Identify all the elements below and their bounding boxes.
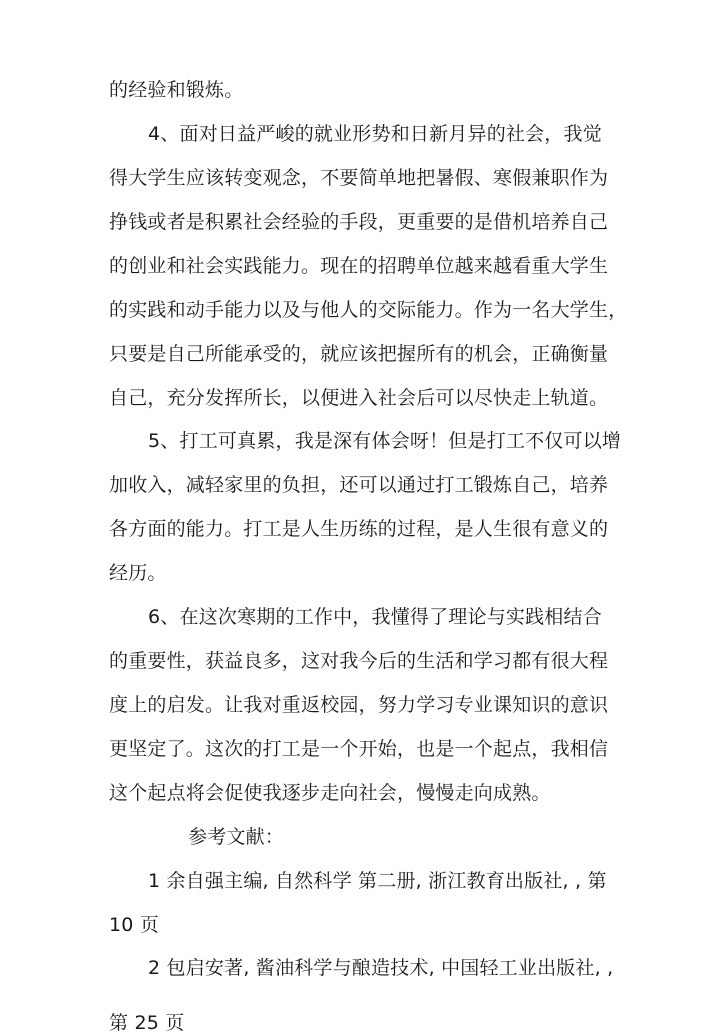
paragraph-6-line: 这个起点将会促使我逐步走向社会，慢慢走向成熟。 bbox=[109, 782, 551, 804]
paragraph-4-line: 只要是自己所能承受的，就应该把握所有的机会，正确衡量 bbox=[109, 343, 609, 365]
paragraph-6-line: 的重要性，获益良多，这对我今后的生活和学习都有很大程 bbox=[109, 650, 609, 672]
reference-item: 1 余自强主编, 自然科学 第二册, 浙江教育出版社, , 第 bbox=[148, 870, 607, 892]
paragraph-5-line: 经历。 bbox=[109, 562, 167, 584]
reference-item: 2 包启安著, 酱油科学与酿造技术, 中国轻工业出版社, , bbox=[148, 957, 614, 979]
paragraph-4-line: 的实践和动手能力以及与他人的交际能力。作为一名大学生， bbox=[109, 299, 628, 321]
paragraph-6-line: 6、在这次寒期的工作中，我懂得了理论与实践相结合 bbox=[148, 606, 602, 628]
paragraph-5-line: 5、打工可真累，我是深有体会呀！但是打工不仅可以增 bbox=[148, 430, 622, 452]
paragraph-5-line: 加收入，减轻家里的负担，还可以通过打工锻炼自己，培养 bbox=[109, 474, 609, 496]
paragraph-5-line: 各方面的能力。打工是人生历练的过程，是人生很有意义的 bbox=[109, 518, 609, 540]
paragraph-4-line: 得大学生应该转变观念，不要简单地把暑假、寒假兼职作为 bbox=[109, 167, 609, 189]
paragraph-4-line: 挣钱或者是积累社会经验的手段，更重要的是借机培养自己 bbox=[109, 211, 609, 233]
paragraph-line: 的经验和锻炼。 bbox=[109, 79, 244, 101]
reference-item-continuation: 第 25 页 bbox=[109, 1012, 185, 1034]
paragraph-4-line: 自己，充分发挥所长，以便进入社会后可以尽快走上轨道。 bbox=[109, 387, 609, 409]
references-heading: 参考文献： bbox=[188, 826, 285, 848]
paragraph-4-line: 的创业和社会实践能力。现在的招聘单位越来越看重大学生 bbox=[109, 255, 609, 277]
paragraph-6-line: 更坚定了。这次的打工是一个开始，也是一个起点，我相信 bbox=[109, 738, 609, 760]
paragraph-6-line: 度上的启发。让我对重返校园，努力学习专业课知识的意识 bbox=[109, 694, 609, 716]
paragraph-4-line: 4、面对日益严峻的就业形势和日新月异的社会，我觉 bbox=[148, 123, 602, 145]
reference-item-continuation: 10 页 bbox=[109, 914, 160, 936]
